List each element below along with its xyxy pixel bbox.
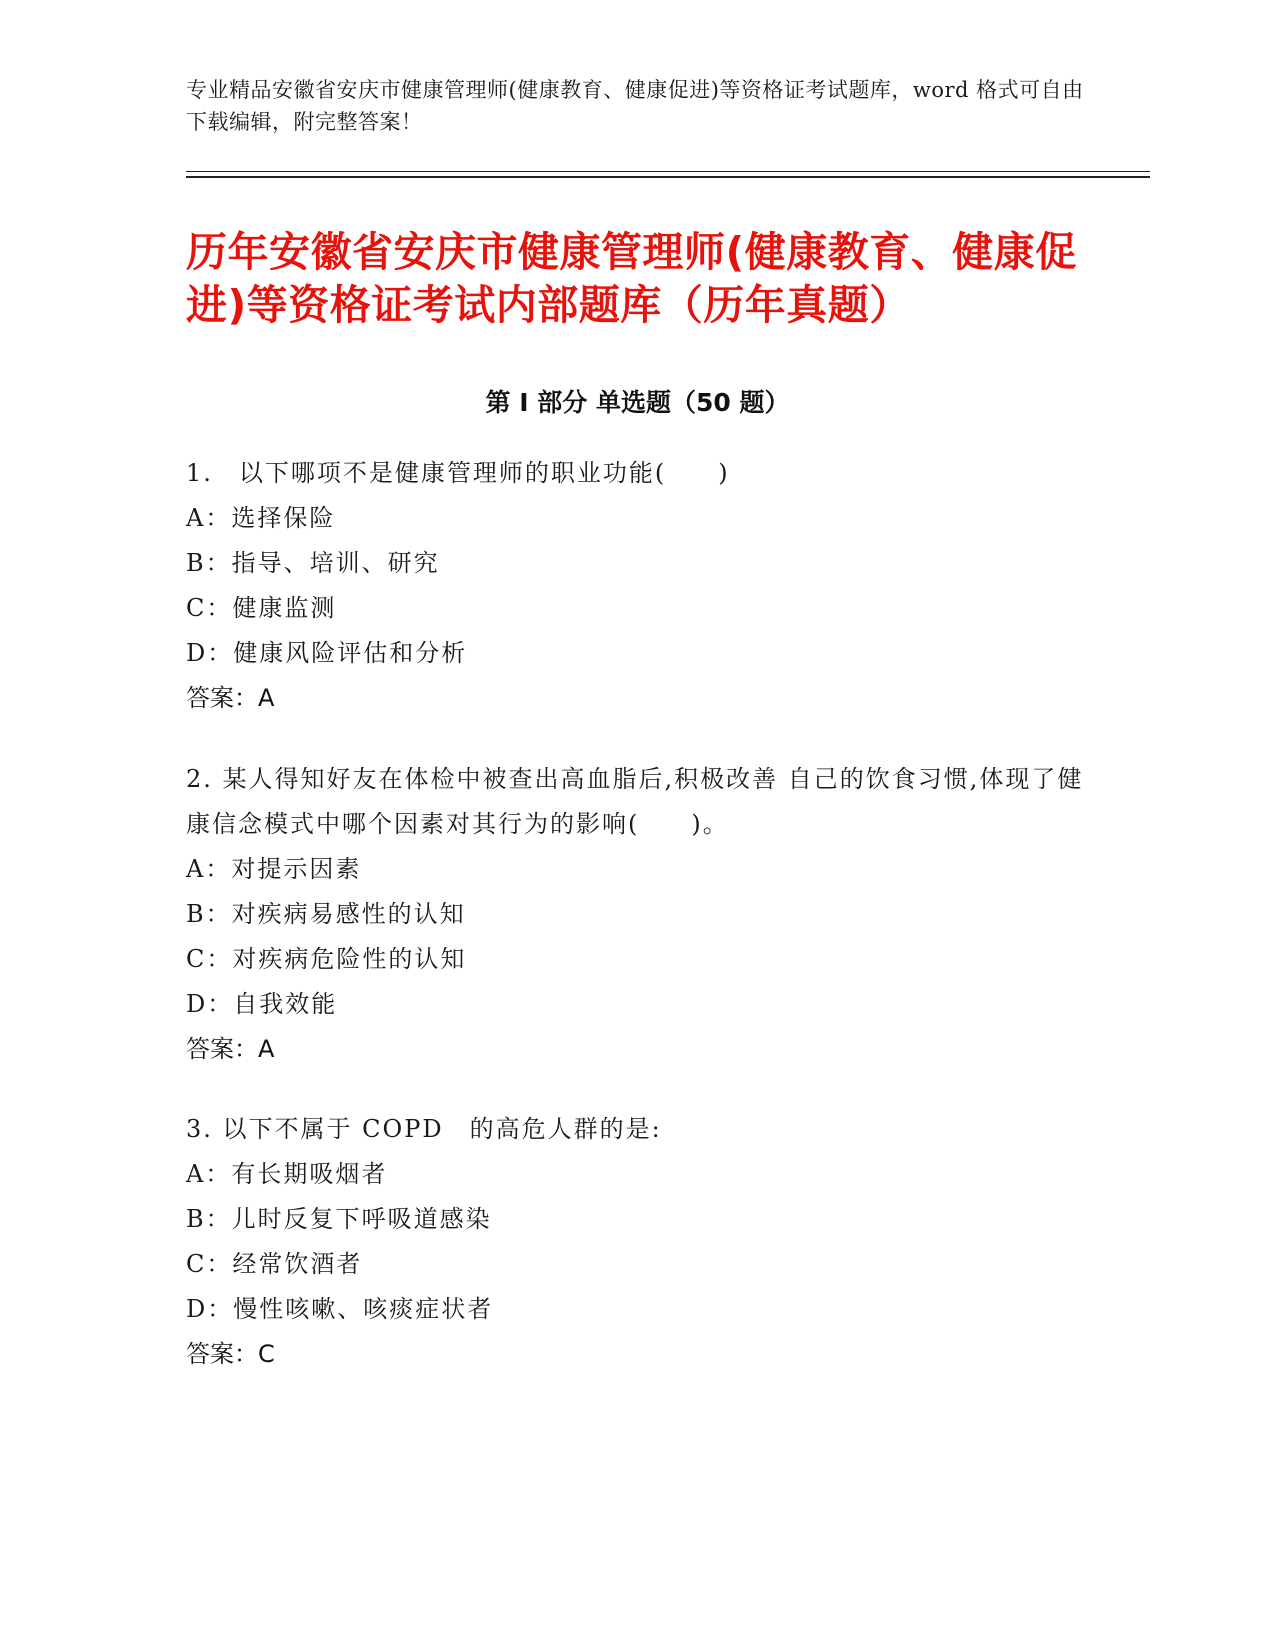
question-2 [186,757,1086,1072]
option-a: A：对提示因素 [186,855,362,883]
answer-line: 答案：A [186,684,275,712]
question-stem: 2. 某人得知好友在体检中被查出高血脂后,积极改善 自己的饮食习惯,体现了健康信念模式中哪个因素对其行为的影响( )。 [186,765,1084,838]
section-heading: 第 I 部分 单选题（50 题） [485,388,790,417]
question-1 [186,451,1086,721]
document-title: 历年安徽省安庆市健康管理师(健康教育、健康促进)等资格证考试内部题库（历年真题） [186,228,1077,329]
answer-line: 答案：C [186,1340,275,1368]
option-c: C：对疾病危险性的认知 [186,945,467,973]
question-stem: 3. 以下不属于 COPD 的高危人群的是: [186,1115,662,1143]
option-b: B：儿时反复下呼吸道感染 [186,1205,492,1233]
question-stem: 1. 以下哪项不是健康管理师的职业功能( ) [186,459,730,487]
answer-line: 答案：A [186,1035,275,1063]
option-a: A：选择保险 [186,504,336,532]
option-b: B：对疾病易感性的认知 [186,900,466,928]
option-a: A：有长期吸烟者 [186,1160,388,1188]
option-d: D：健康风险评估和分析 [186,639,468,667]
header-note: 专业精品安徽省安庆市健康管理师(健康教育、健康促进)等资格证考试题库，word 格式可自由下载编辑，附完整答案！ [186,78,1084,134]
question-3 [186,1107,1086,1377]
header-divider-thick [186,176,1150,178]
header-divider-thin [186,171,1150,172]
option-d: D：自我效能 [186,990,338,1018]
option-b: B：指导、培训、研究 [186,549,440,577]
option-c: C：经常饮酒者 [186,1250,363,1278]
option-c: C：健康监测 [186,594,337,622]
option-d: D：慢性咳嗽、咳痰症状者 [186,1295,494,1323]
